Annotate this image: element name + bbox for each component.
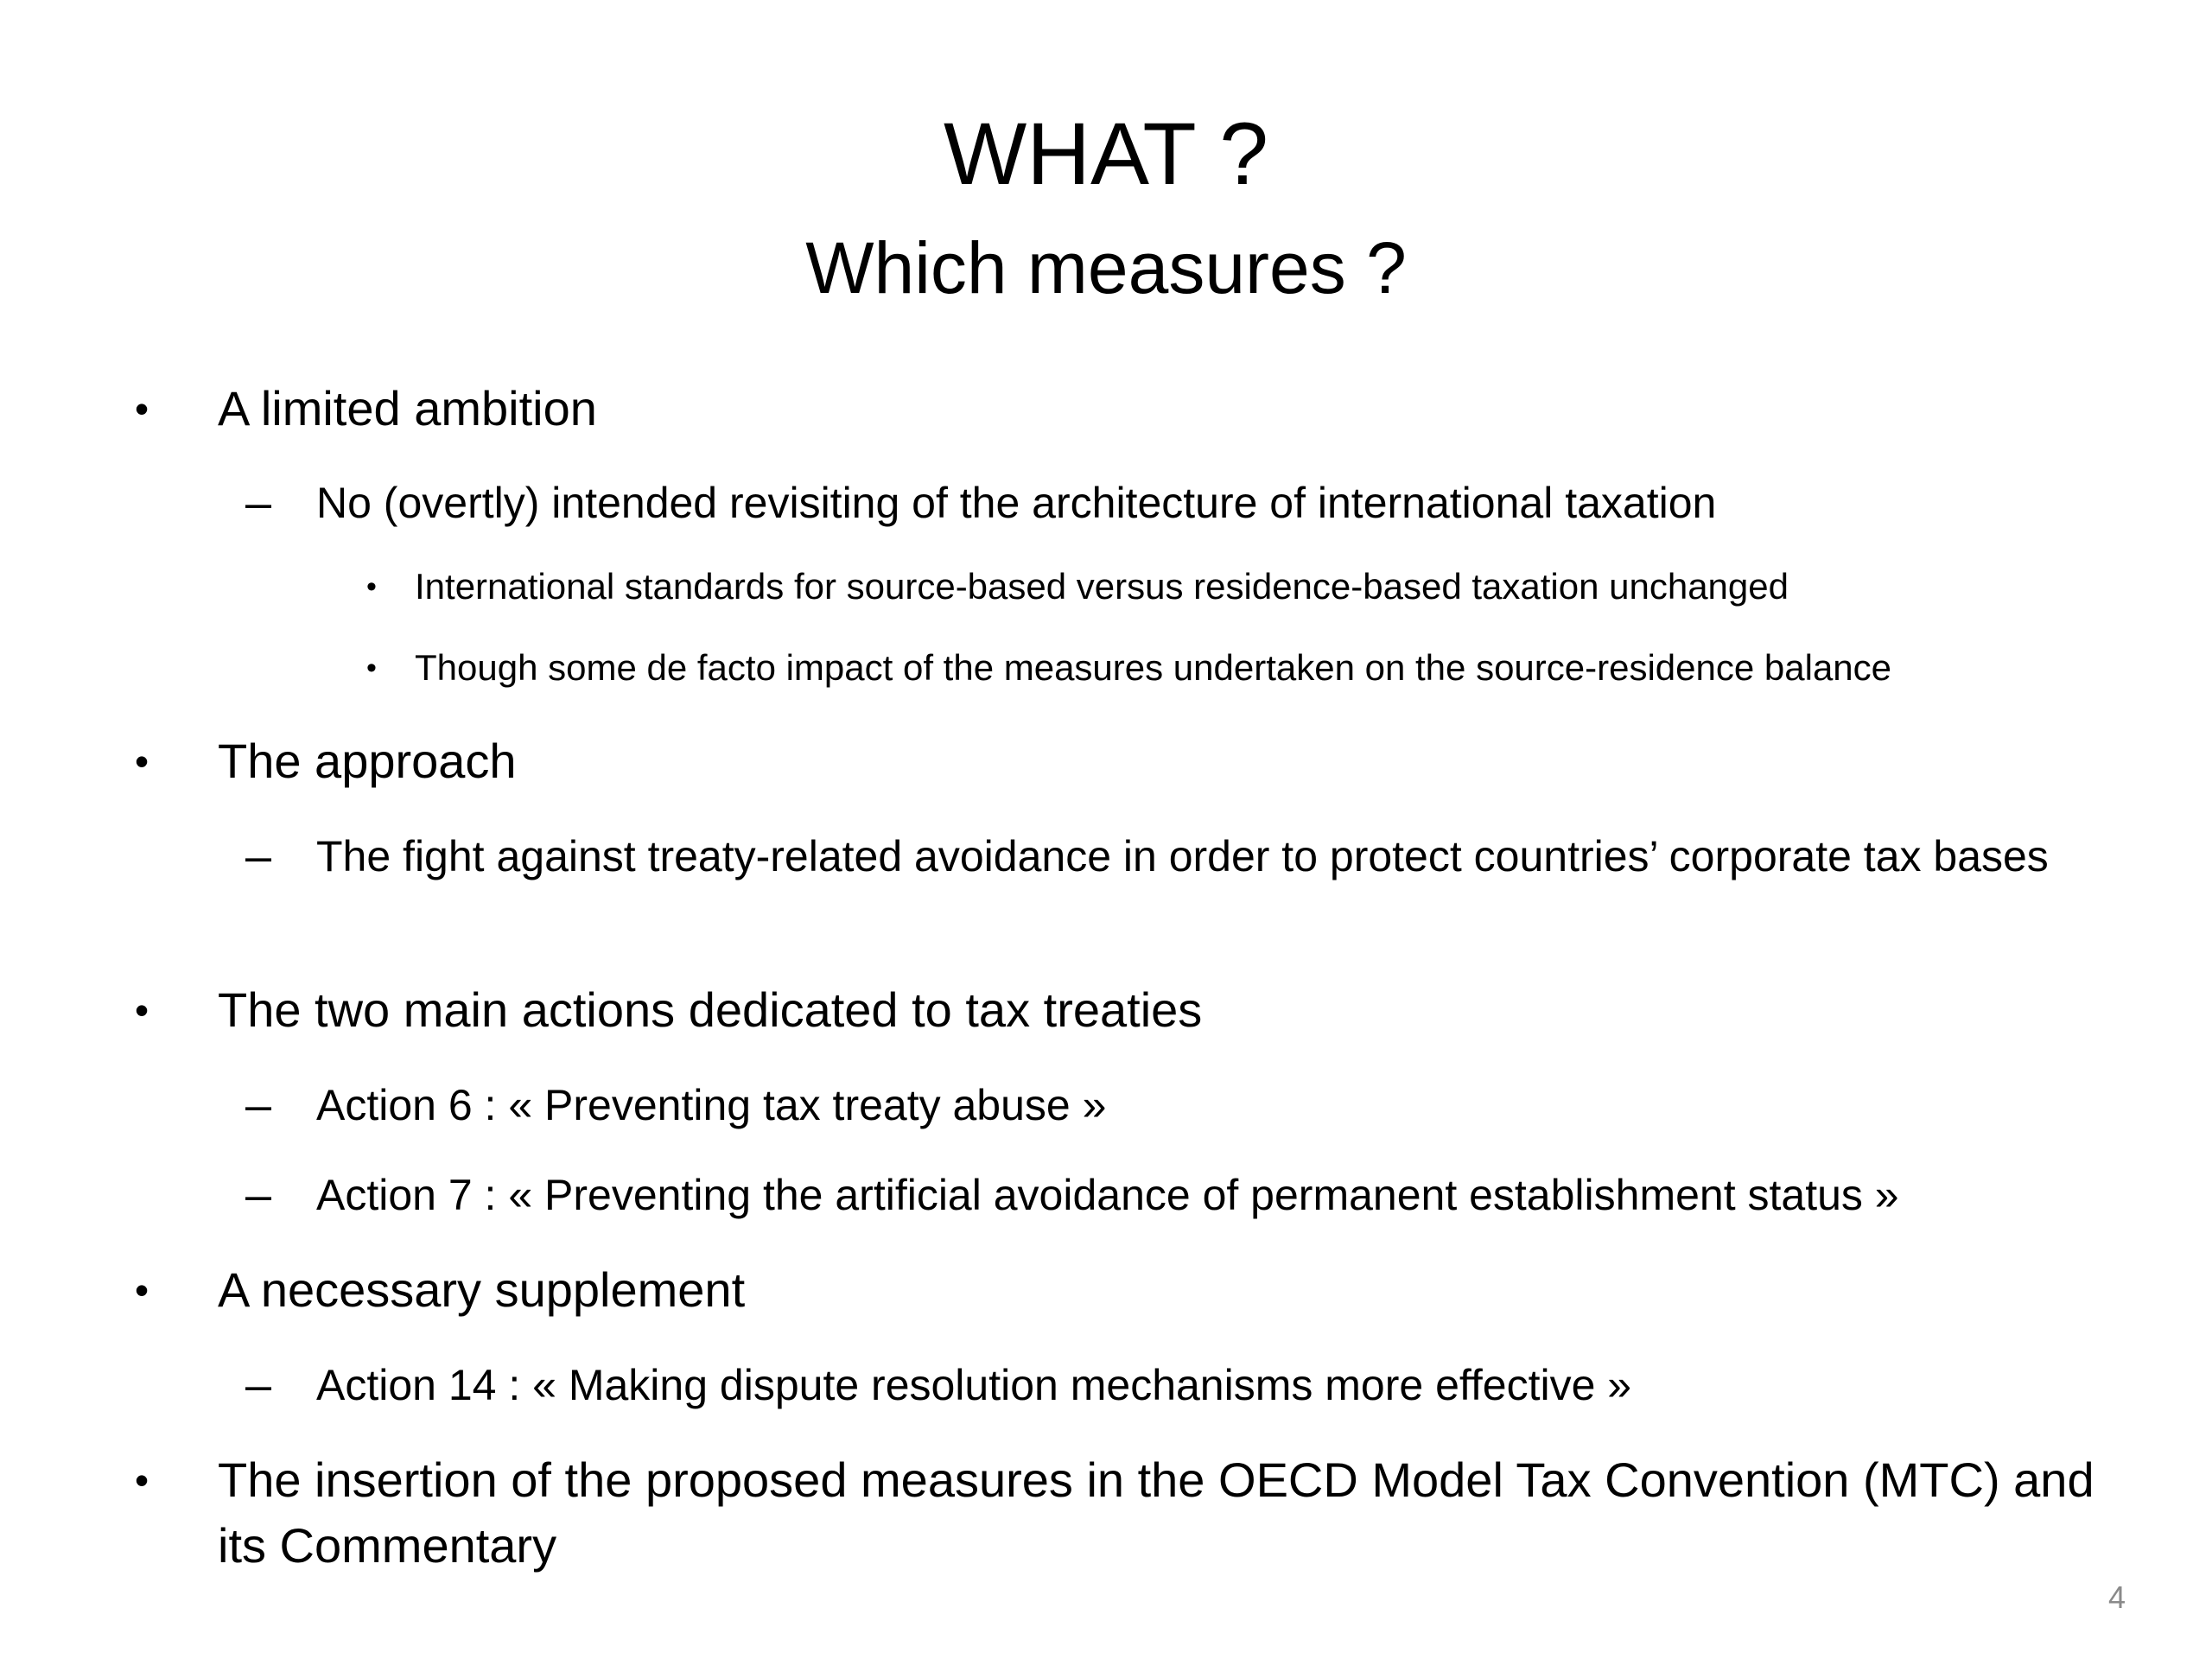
- bullet-text: Action 6 : « Preventing tax treaty abuse »: [316, 1081, 1107, 1129]
- bullet-text: Though some de facto impact of the measures undertaken on the source-residence balance: [415, 647, 1892, 688]
- bullet-item: [366, 642, 2126, 694]
- bullet-item: [245, 827, 2070, 886]
- bullet-dot-icon: •: [135, 1458, 149, 1503]
- bullet-text: The approach: [218, 734, 517, 788]
- bullet-text: The two main actions dedicated to tax treaties: [218, 982, 1203, 1037]
- bullet-dot-icon: •: [135, 1268, 149, 1313]
- bullet-item: [135, 376, 2075, 442]
- bullet-dash-icon: –: [245, 1169, 272, 1221]
- bullet-dash-icon: –: [245, 477, 272, 529]
- bullet-item: [366, 561, 2126, 613]
- bullet-text: Action 7 : « Preventing the artificial avoidance of permanent establishment status »: [316, 1171, 1899, 1219]
- bullet-item: [245, 1356, 2070, 1414]
- page-number: 4: [2107, 1580, 2126, 1615]
- bullet-text: The fight against treaty-related avoidance in order to protect countries’ corporate tax bases: [316, 832, 2049, 880]
- bullet-text: International standards for source-based versus residence-based taxation unchanged: [415, 566, 1789, 607]
- bullet-dot-icon: •: [135, 739, 149, 784]
- bullet-text: No (overtly) intended revisiting of the architecture of international taxation: [316, 479, 1717, 527]
- bullet-dot-icon: •: [366, 570, 377, 603]
- bullet-item: [135, 977, 2075, 1043]
- bullet-dot-icon: •: [135, 988, 149, 1033]
- bullet-item: [245, 1076, 2070, 1135]
- bullet-dash-icon: –: [245, 830, 272, 882]
- bullet-text: A limited ambition: [218, 381, 597, 435]
- slide-subtitle: Which measures ?: [805, 227, 1407, 308]
- bullet-dash-icon: –: [245, 1359, 272, 1411]
- title-block: [0, 102, 2212, 311]
- slide-title: WHAT ?: [944, 105, 1268, 203]
- bullet-dot-icon: •: [135, 386, 149, 431]
- bullet-dash-icon: –: [245, 1079, 272, 1131]
- bullet-item: [135, 1257, 2075, 1323]
- bullet-dot-icon: •: [366, 652, 377, 684]
- bullet-item: [245, 474, 2070, 532]
- bullet-item: [135, 728, 2075, 794]
- bullet-text: The insertion of the proposed measures in the OECD Model Tax Convention (MTC) and its Commentary: [218, 1452, 2094, 1573]
- bullet-item: [135, 1447, 2119, 1579]
- bullet-text: Action 14 : « Making dispute resolution mechanisms more effective »: [316, 1361, 1632, 1409]
- bullet-text: A necessary supplement: [218, 1262, 746, 1317]
- bullet-item: [245, 1166, 2070, 1224]
